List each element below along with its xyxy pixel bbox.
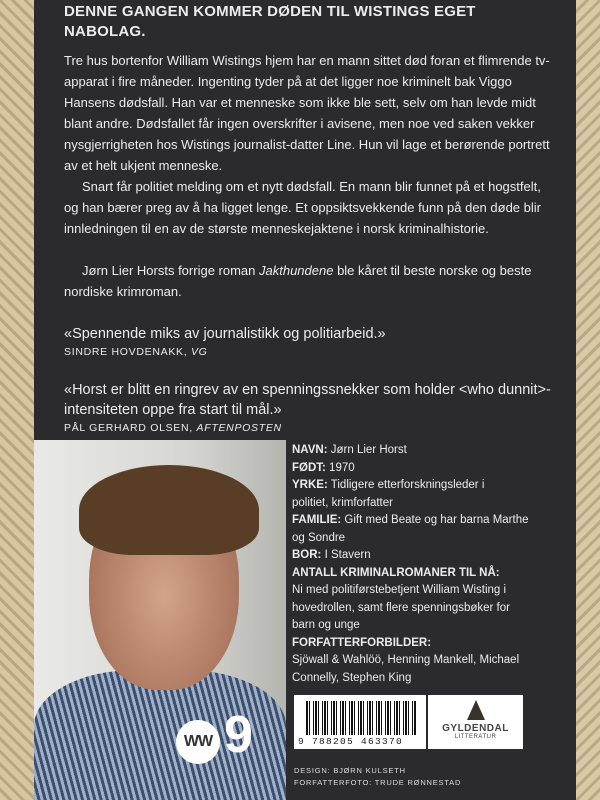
photo-credit: FORFATTERFOTO: TRUDE RØNNESTAD (294, 778, 462, 787)
credits (294, 765, 461, 789)
fact-label: YRKE: (292, 479, 328, 491)
fact-value: Ni med politiførstebetjent William Wisting i hovedrollen, samt flere spenningsbøker for barn og unge (292, 584, 510, 631)
background-blanket-left (0, 0, 34, 800)
quote-text: «Horst er blitt en ringrev av en spenningssnekker som holder <who dunnit>-intensiteten oppe fra start til mål.» (64, 382, 551, 418)
fact-label: FAMILIE: (292, 514, 342, 526)
publisher-sub: LITTERATUR (454, 734, 497, 740)
quote-author: SINDRE HOVDENAKK, (64, 346, 191, 358)
quote-author: PÅL GERHARD OLSEN, (64, 422, 197, 434)
fact-label: ANTALL KRIMINALROMANER TIL NÅ: (292, 566, 500, 579)
blurb-paragraph-3 (64, 260, 554, 302)
quote-text: «Spennende miks av journalistikk og politiarbeid.» (64, 326, 386, 342)
publisher-name: GYLDENDAL (442, 723, 509, 734)
blurb-paragraph-2: Snart får politiet melding om et nytt dødsfall. En mann blir funnet på et hogstfelt, og han bærer preg av å ha ligget lenge. Et oppsiktsvekkende funn på den døde blir innledningen til en av de største menneskejaktene i norsk kriminalhistorie. (64, 179, 541, 236)
blurb-paragraph-1: Tre hus bortenfor William Wistings hjem har en mann sittet død foran et flimrende tv-apparat i fire måneder. Ingenting tyder på at det ligger noe kriminelt bak Viggo Hansens dødsfall. Han var et menneske som ikke ble sett, selv om han levde midt blant andre. Dødsfallet får ingen overskrifter i avisene, men noe ved saken vekker nysgjerrigheten hos Wistings journalist-datter Line. Hun vil lage et berørende portrett av et helt ukjent menneske. (64, 53, 550, 173)
author-facts (292, 442, 562, 687)
fact-value: Gift med Beate og har barna Marthe og Sondre (292, 514, 529, 544)
fact-label: FØDT: (292, 461, 326, 474)
fact-value: 1970 (325, 461, 355, 474)
barcode-bars (306, 701, 416, 735)
review-quote-1 (64, 324, 554, 358)
p3-text: Jørn Lier Horsts forrige roman (82, 263, 259, 278)
quote-source (64, 422, 554, 434)
cover-heading: DENNE GANGEN KOMMER DØDEN TIL WISTINGS EGET NABOLAG. (64, 3, 476, 40)
fact-label: FORFATTERFORBILDER: (292, 636, 432, 649)
previous-novel-title: Jakthundene (259, 263, 334, 278)
quote-outlet: VG (190, 346, 208, 358)
quote-source (64, 346, 554, 358)
book-back-cover (34, 0, 576, 800)
fact-label: NAVN: (292, 444, 328, 456)
text-column (64, 2, 554, 434)
fact-label: BOR: (292, 549, 322, 561)
fact-value: I Stavern (321, 549, 371, 561)
background-blanket-right (576, 0, 600, 800)
tree-icon (467, 700, 485, 720)
blurb (64, 50, 554, 302)
barcode (294, 695, 426, 749)
author-hair (79, 465, 259, 555)
series-number: 9 (224, 706, 253, 764)
review-quote-2 (64, 380, 554, 434)
fact-value: Jørn Lier Horst (327, 444, 407, 456)
publisher-logo (428, 695, 523, 749)
isbn-number: 9 788205 463370 (298, 736, 404, 747)
quote-outlet: AFTENPOSTEN (196, 422, 282, 434)
design-credit: DESIGN: BJØRN KULSETH (294, 766, 406, 775)
p3-text-end: ble kåret til beste norske og beste nordiske krimroman. (64, 263, 532, 299)
fact-value: Tidligere etterforskningsleder i politiet, krimforfatter (292, 479, 485, 509)
fact-value: Sjöwall & Wahlöö, Henning Mankell, Michael Connelly, Stephen King (292, 654, 520, 684)
series-logo: WW (176, 720, 220, 764)
